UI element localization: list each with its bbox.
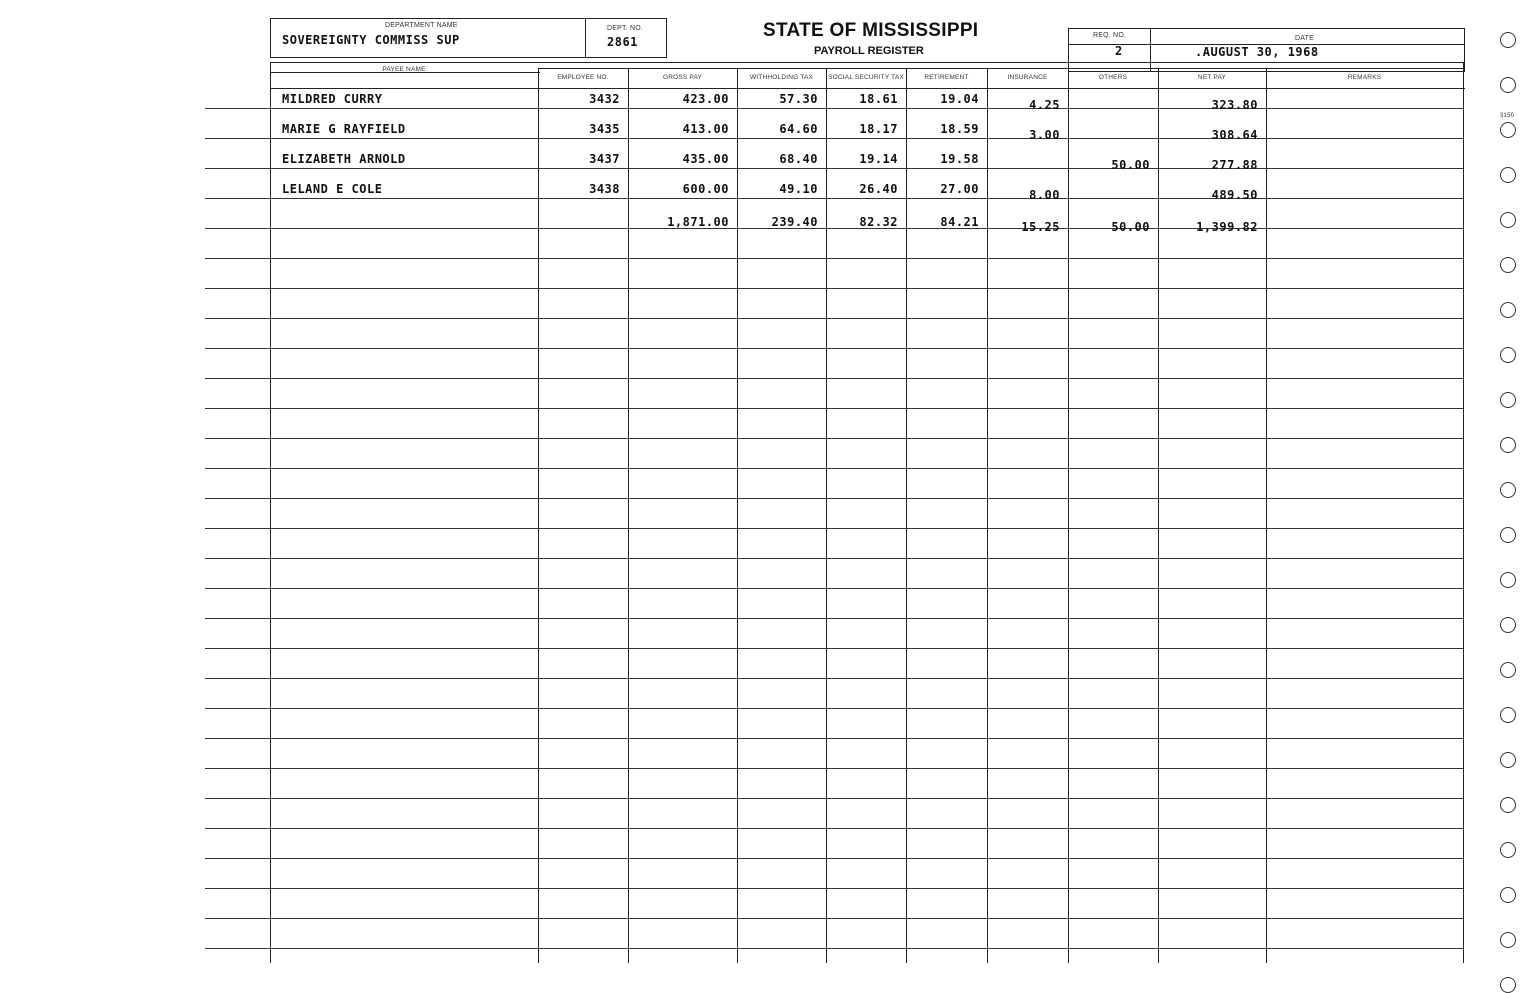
punch-hole [1500,662,1516,678]
column-header-emp: EMPLOYEE NO. [557,74,609,81]
cell-retirement: 19.04 [940,92,979,106]
dept-no-value: 2861 [607,35,638,49]
payee-name: MARIE G RAYFIELD [282,122,406,136]
cell-withholding: 68.40 [779,152,818,166]
punch-hole [1500,617,1516,633]
dept-divider [585,18,586,58]
ruled-line [205,678,1463,679]
cell-gross: 423.00 [682,92,729,106]
date-value: .AUGUST 30, 1968 [1195,45,1319,59]
punch-hole [1500,572,1516,588]
cell-emp: 3438 [589,182,620,196]
ruled-line [205,498,1463,499]
ruled-line [205,918,1463,919]
dept-no-label: DEPT. NO. [607,25,644,32]
punch-hole [1500,347,1516,363]
ruled-line [205,438,1463,439]
punch-hole [1500,167,1516,183]
ruled-line [205,798,1463,799]
ruled-line [205,618,1463,619]
total-insurance: 15.25 [1021,220,1060,234]
ruled-line [205,528,1463,529]
cell-withholding: 49.10 [779,182,818,196]
ruled-line [205,948,1463,949]
ruled-line [205,258,1463,259]
column-header-others: OTHERS [1098,74,1128,81]
punch-hole [1500,527,1516,543]
department-name-value: SOVEREIGNTY COMMISS SUP [282,33,460,47]
ruled-line [205,138,1463,139]
ruled-line [205,168,1463,169]
ruled-line [205,288,1463,289]
column-header-retirement: RETIREMENT [924,74,969,81]
cell-retirement: 27.00 [940,182,979,196]
cell-gross: 600.00 [682,182,729,196]
ruled-line [205,588,1463,589]
ruled-line [205,738,1463,739]
punch-hole [1500,32,1516,48]
ruled-line [205,858,1463,859]
punch-hole [1500,392,1516,408]
ruled-line [205,828,1463,829]
punch-hole [1500,257,1516,273]
punch-hole [1500,842,1516,858]
punch-hole [1500,707,1516,723]
department-name-label: DEPARTMENT NAME [385,22,458,29]
ruled-line [205,378,1463,379]
form-subtitle: PAYROLL REGISTER [814,45,924,57]
cell-insurance: 3.00 [1029,128,1060,142]
side-number: 3150 [1500,113,1515,119]
punch-hole [1500,797,1516,813]
cell-emp: 3432 [589,92,620,106]
cell-net: 323.80 [1211,98,1258,112]
ruled-line [205,348,1463,349]
req-no-value: 2 [1115,44,1123,58]
ruled-line [205,558,1463,559]
cell-gross: 435.00 [682,152,729,166]
cell-insurance: 8.00 [1029,188,1060,202]
cell-others: 50.00 [1111,158,1150,172]
ruled-line [205,108,1463,109]
punch-hole [1500,932,1516,948]
column-header-insurance: INSURANCE [1007,74,1048,81]
ruled-line [205,768,1463,769]
table-top-border [270,62,1465,63]
cell-retirement: 19.58 [940,152,979,166]
punch-hole [1500,302,1516,318]
form-title: STATE OF MISSISSIPPI [763,20,979,41]
punch-hole [1500,77,1516,93]
cell-ss: 18.17 [859,122,898,136]
ruled-line [205,888,1463,889]
ruled-line [205,198,1463,199]
ruled-line [205,648,1463,649]
req-no-label: REQ. NO. [1093,32,1127,39]
req-divider [1150,28,1151,72]
ruled-line [205,468,1463,469]
total-others: 50.00 [1111,220,1150,234]
cell-ss: 19.14 [859,152,898,166]
date-label: DATE [1295,35,1314,42]
cell-emp: 3437 [589,152,620,166]
punch-hole [1500,122,1516,138]
payee-name: LELAND E COLE [282,182,383,196]
punch-hole [1500,482,1516,498]
cell-net: 308.64 [1211,128,1258,142]
column-header-name: PAYEE NAME [382,66,426,73]
payee-name: ELIZABETH ARNOLD [282,152,406,166]
ruled-line [205,408,1463,409]
total-retirement: 84.21 [940,215,979,229]
ruled-line [205,708,1463,709]
cell-withholding: 64.60 [779,122,818,136]
total-withholding: 239.40 [771,215,818,229]
cell-emp: 3435 [589,122,620,136]
column-header-remarks: REMARKS [1347,74,1382,81]
column-header-ss: SOCIAL SECURITY TAX [828,74,904,81]
ruled-line [205,318,1463,319]
cell-ss: 18.61 [859,92,898,106]
total-ss: 82.32 [859,215,898,229]
header-bottom-line [270,88,1465,89]
punch-hole [1500,212,1516,228]
punch-hole [1500,977,1516,993]
total-gross: 1,871.00 [667,215,729,229]
column-rule [1463,62,1464,963]
total-net: 1,399.82 [1196,220,1258,234]
punch-hole [1500,752,1516,768]
cell-gross: 413.00 [682,122,729,136]
cell-ss: 26.40 [859,182,898,196]
cell-retirement: 18.59 [940,122,979,136]
punch-hole [1500,437,1516,453]
punch-hole [1500,887,1516,903]
column-header-net: NET PAY [1197,74,1227,81]
header-top-line [538,68,1465,69]
cell-withholding: 57.30 [779,92,818,106]
cell-net: 277.88 [1211,158,1258,172]
column-header-gross: GROSS PAY [662,74,703,81]
payee-name: MILDRED CURRY [282,92,383,106]
cell-net: 489.50 [1211,188,1258,202]
column-header-withholding: WITHHOLDING TAX [749,74,814,81]
cell-insurance: 4.25 [1029,98,1060,112]
